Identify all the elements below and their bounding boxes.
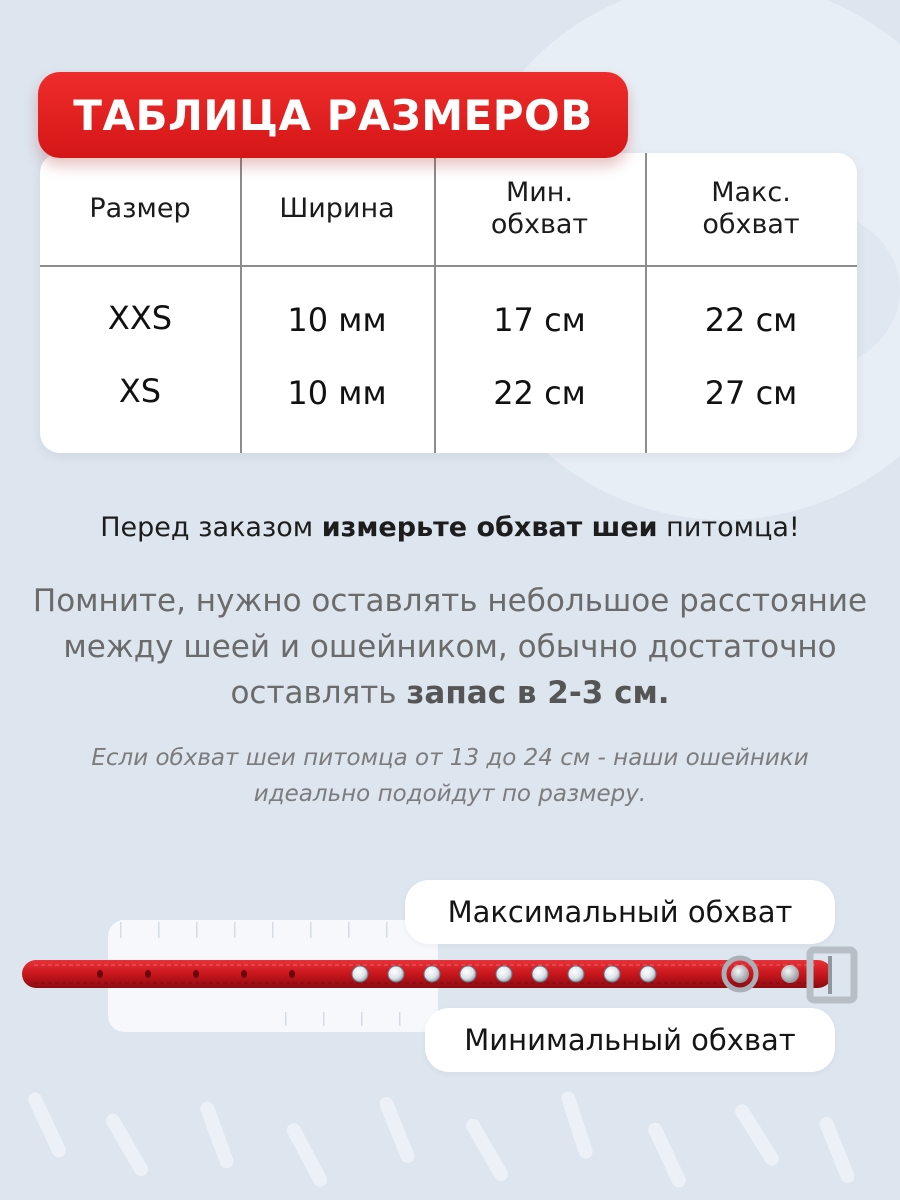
table-cell: 22 см (704, 301, 798, 339)
background-dash (284, 1121, 329, 1189)
background-dash (733, 1102, 782, 1169)
measure-instruction: Перед заказом измерьте обхват шеи питомца! (100, 512, 800, 543)
rhinestone (460, 966, 476, 982)
table-cell: XXS (107, 299, 173, 337)
size-fit-note: Если обхват шеи питомца от 13 до 24 см - наши ошейники идеально подойдут по размеру. (91, 745, 809, 807)
rhinestone (496, 966, 512, 982)
rhinestone (532, 966, 548, 982)
table-cell: 10 мм (287, 374, 387, 412)
collar-hole (241, 970, 247, 978)
background-dash (198, 1100, 235, 1171)
collar-hole (97, 970, 103, 978)
collar-rivet (781, 965, 799, 983)
collar-rivet (731, 965, 749, 983)
table-cell: 10 мм (287, 301, 387, 339)
table-header-width: Ширина (279, 192, 395, 224)
rhinestone (568, 966, 584, 982)
table-header-size: Размер (89, 192, 191, 224)
rhinestone (424, 966, 440, 982)
rhinestone (352, 966, 368, 982)
table-header-max-girth: Макс. обхват (702, 176, 800, 240)
size-table (40, 153, 857, 453)
collar-hole (145, 970, 151, 978)
background-dash (103, 1111, 150, 1179)
background-dash (377, 1095, 416, 1165)
rhinestone (640, 966, 656, 982)
background-dash (560, 1090, 595, 1161)
table-cell: 17 см (493, 301, 586, 339)
max-girth-label: Максимальный обхват (405, 880, 835, 944)
background-dash (817, 1115, 856, 1185)
min-girth-label: Минимальный обхват (425, 1008, 835, 1072)
collar-buckle-pin (828, 956, 832, 994)
table-cell: XS (118, 372, 162, 410)
rhinestone (604, 966, 620, 982)
rhinestone (388, 966, 404, 982)
table-divider (40, 265, 857, 267)
collar-hole (289, 970, 295, 978)
table-cell: 22 см (493, 374, 586, 412)
collar-image (18, 930, 898, 1020)
title-badge (38, 72, 628, 158)
collar-hole (193, 970, 199, 978)
background-dash (463, 1116, 510, 1184)
background-dash (646, 1120, 688, 1189)
page-title: ТАБЛИЦА РАЗМЕРОВ (73, 90, 593, 140)
gap-reminder: Помните, нужно оставлять небольшое расстояние между шеей и ошейником, обычно достаточно оставлять запас в 2-3 см. (32, 583, 868, 711)
table-cell: 27 см (704, 374, 798, 412)
table-header-min-girth: Мин. обхват (490, 176, 589, 240)
background-dash (26, 1090, 68, 1159)
